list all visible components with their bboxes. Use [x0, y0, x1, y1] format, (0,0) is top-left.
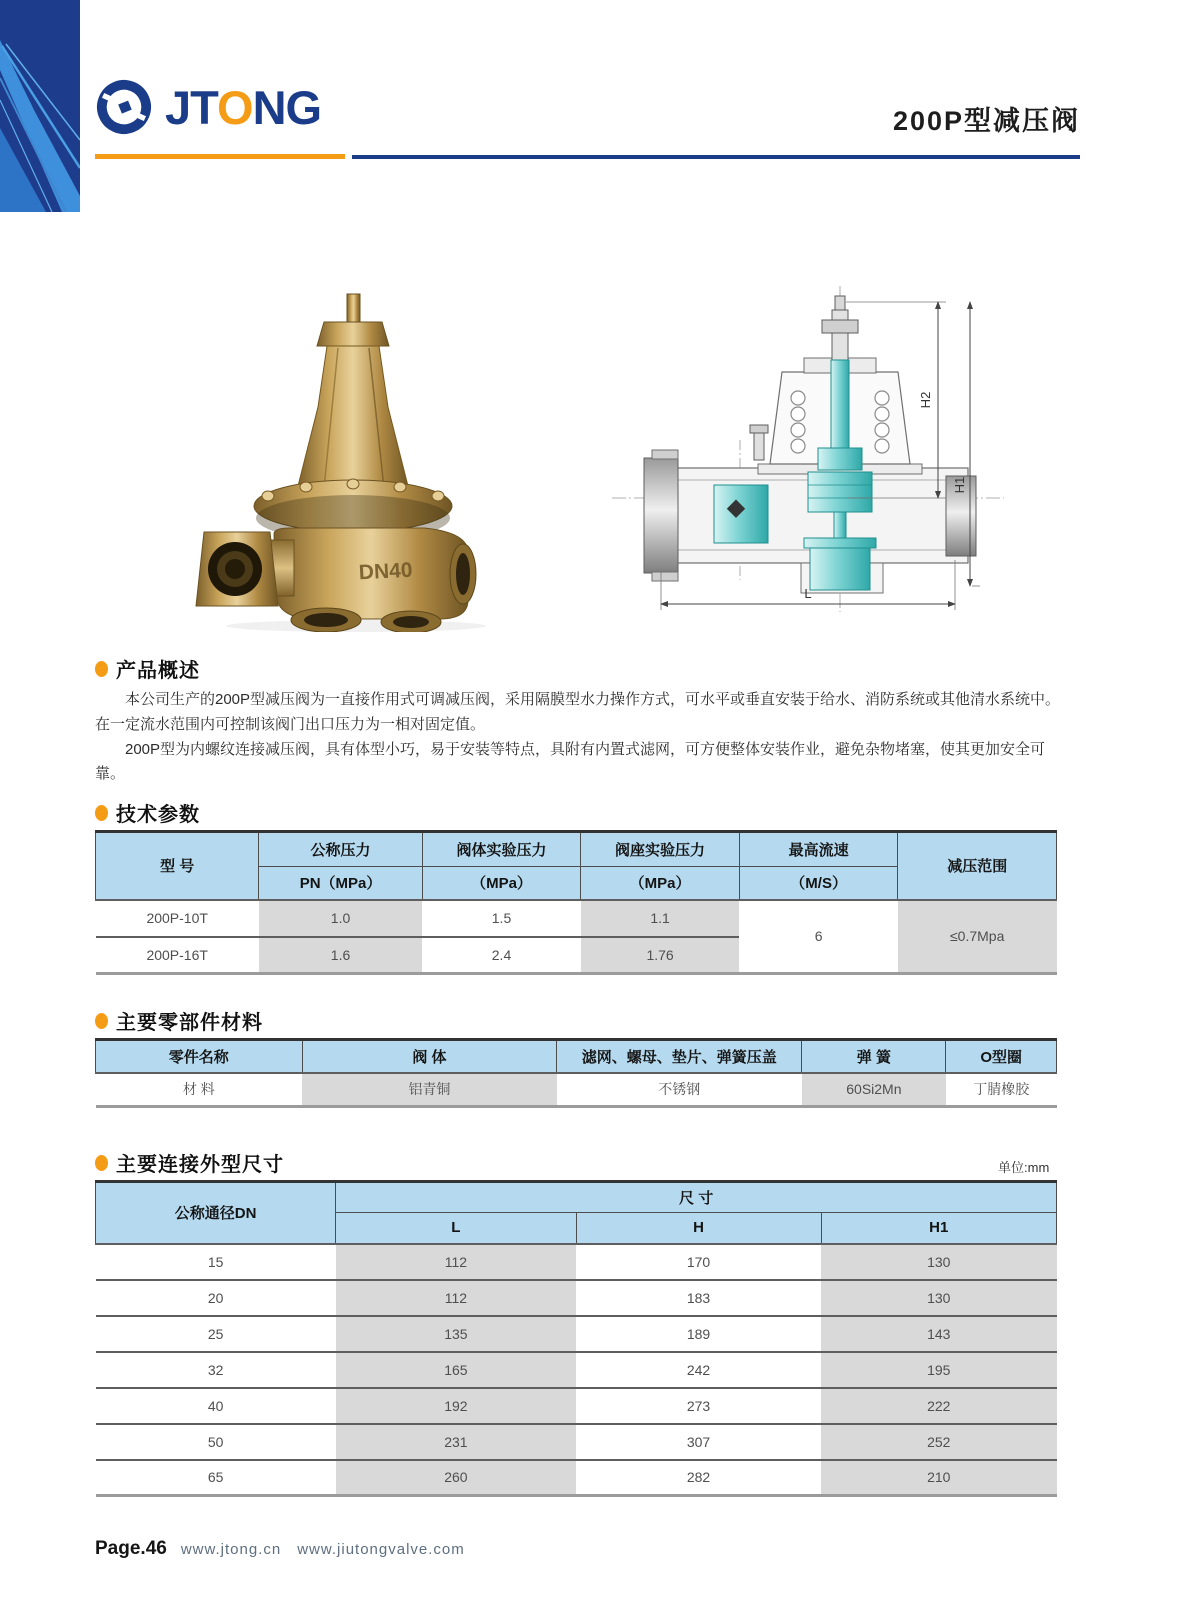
- table-cell: 222: [821, 1388, 1056, 1424]
- table-cell: 130: [821, 1244, 1056, 1280]
- header-navy-rule: [352, 155, 1080, 159]
- table-cell: 200P-16T: [96, 937, 259, 974]
- table-cell: 铝青铜: [302, 1073, 557, 1107]
- table-cell: 1.76: [581, 937, 740, 974]
- table-cell: 260: [336, 1460, 576, 1496]
- section-bullet-icon: [95, 805, 108, 821]
- table-cell: 50: [96, 1424, 336, 1460]
- section-overview-heading: [95, 654, 200, 683]
- column-header: 尺 寸: [336, 1182, 1057, 1213]
- table-cell: 60Si2Mn: [802, 1073, 946, 1107]
- table-row: [96, 1460, 1057, 1496]
- column-subheader: H1: [821, 1213, 1056, 1244]
- dimensions-table-header: [96, 1182, 1057, 1244]
- table-cell: 242: [576, 1352, 821, 1388]
- footer-url: www.jtong.cn: [180, 1541, 282, 1558]
- column-header: 最高流速: [739, 832, 898, 867]
- overview-paragraph: 本公司生产的200P型减压阀为一直接作用式可调减压阀，采用隔膜型水力操作方式，可水平或垂直安装于给水、消防系统或其他清水系统中。在一定流水范围内可控制该阀门出口压力为一相对固定值。: [95, 691, 1061, 733]
- column-header: 弹 簧: [802, 1040, 946, 1073]
- column-header: O型圈: [946, 1040, 1057, 1073]
- table-cell: 1.6: [259, 937, 422, 974]
- wordmark-pre: JT: [165, 80, 217, 134]
- brand-wordmark: [165, 80, 322, 134]
- section-dimensions-heading: [95, 1148, 284, 1177]
- corner-rays-graphic: [0, 0, 80, 212]
- footer-url: www.jiutongvalve.com: [297, 1541, 465, 1558]
- column-subheader: （MPa）: [581, 867, 740, 900]
- table-row: [96, 900, 1057, 937]
- column-header: 阀 体: [302, 1040, 557, 1073]
- table-cell: 165: [336, 1352, 576, 1388]
- valve-embossed-label: DN40: [358, 558, 414, 585]
- table-cell: 135: [336, 1316, 576, 1352]
- table-row: [96, 1316, 1057, 1352]
- table-cell: 252: [821, 1424, 1056, 1460]
- table-cell: 183: [576, 1280, 821, 1316]
- table-cell: 1.1: [581, 900, 740, 937]
- column-subheader: （M/S）: [739, 867, 898, 900]
- unit-note: 单位:mm: [998, 1160, 1050, 1175]
- table-cell: 112: [336, 1280, 576, 1316]
- table-cell: 273: [576, 1388, 821, 1424]
- section-materials-heading: [95, 1006, 263, 1035]
- section-title: 主要零部件材料: [116, 1012, 263, 1034]
- table-row: [96, 1040, 1057, 1073]
- column-header: 阀座实验压力: [581, 832, 740, 867]
- column-subheader: （MPa）: [422, 867, 581, 900]
- dim-label-h1: H1: [952, 476, 967, 494]
- header-orange-rule: [95, 154, 345, 159]
- column-header: 减压范围: [898, 832, 1057, 900]
- table-cell: 112: [336, 1244, 576, 1280]
- section-title: 产品概述: [116, 660, 200, 682]
- table-row: [96, 1182, 1057, 1213]
- table-row: [96, 1352, 1057, 1388]
- tech-params-table: [95, 830, 1057, 975]
- table-cell: 15: [96, 1244, 336, 1280]
- table-cell: 130: [821, 1280, 1056, 1316]
- table-cell: 307: [576, 1424, 821, 1460]
- table-cell: 40: [96, 1388, 336, 1424]
- section-title: 主要连接外型尺寸: [116, 1154, 284, 1176]
- table-cell: 200P-10T: [96, 900, 259, 937]
- table-cell: 6: [739, 900, 898, 974]
- product-photo: [178, 282, 526, 632]
- brand-logo: [93, 76, 321, 138]
- column-subheader: PN（MPa）: [259, 867, 422, 900]
- materials-table: [95, 1038, 1057, 1108]
- table-cell: 65: [96, 1460, 336, 1496]
- table-cell: 282: [576, 1460, 821, 1496]
- table-cell: 丁腈橡胶: [946, 1073, 1057, 1107]
- column-header: 公称通径DN: [96, 1182, 336, 1244]
- dim-label-l: L: [804, 586, 812, 601]
- wordmark-post: NG: [252, 80, 322, 134]
- table-cell: 192: [336, 1388, 576, 1424]
- column-header: 滤网、螺母、垫片、弹簧压盖: [557, 1040, 802, 1073]
- table-cell: 143: [821, 1316, 1056, 1352]
- technical-drawing: [608, 280, 1010, 620]
- table-row: [96, 1280, 1057, 1316]
- overview-body: [95, 688, 1067, 787]
- table-cell: 1.0: [259, 900, 422, 937]
- tech-table-header: [96, 832, 1057, 900]
- jtong-swirl-icon: [93, 76, 155, 138]
- table-row: [96, 832, 1057, 867]
- table-cell: 20: [96, 1280, 336, 1316]
- table-cell: 189: [576, 1316, 821, 1352]
- table-cell: 32: [96, 1352, 336, 1388]
- table-cell: 170: [576, 1244, 821, 1280]
- materials-table-header: [96, 1040, 1057, 1073]
- table-cell: 1.5: [422, 900, 581, 937]
- page-title: 200P型减压阀: [892, 106, 1080, 136]
- table-cell: 25: [96, 1316, 336, 1352]
- section-bullet-icon: [95, 1013, 108, 1029]
- wordmark-o: O: [217, 80, 253, 134]
- table-cell: ≤0.7Mpa: [898, 900, 1057, 974]
- page-footer: [95, 1538, 481, 1560]
- table-row: [96, 1388, 1057, 1424]
- column-header: 零件名称: [96, 1040, 303, 1073]
- section-bullet-icon: [95, 1155, 108, 1171]
- dim-label-h2: H2: [918, 391, 933, 409]
- column-subheader: H: [576, 1213, 821, 1244]
- table-row: [96, 1424, 1057, 1460]
- table-cell: 231: [336, 1424, 576, 1460]
- column-subheader: L: [336, 1213, 576, 1244]
- table-cell: 材 料: [96, 1073, 303, 1107]
- dimensions-table: [95, 1180, 1057, 1497]
- table-row: [96, 1244, 1057, 1280]
- table-cell: 210: [821, 1460, 1056, 1496]
- table-row: [96, 1073, 1057, 1107]
- table-cell: 195: [821, 1352, 1056, 1388]
- column-header: 公称压力: [259, 832, 422, 867]
- column-header: 阀体实验压力: [422, 832, 581, 867]
- overview-paragraph: 200P型为内螺纹连接减压阀，具有体型小巧，易于安装等特点，具附有内置式滤网，可方便整体安装作业，避免杂物堵塞，使其更加安全可靠。: [95, 740, 1046, 783]
- table-cell: 不锈钢: [557, 1073, 802, 1107]
- section-bullet-icon: [95, 661, 108, 677]
- table-cell: 2.4: [422, 937, 581, 974]
- page-number: Page.46: [95, 1538, 167, 1559]
- section-title: 技术参数: [116, 804, 200, 826]
- column-header: 型 号: [96, 832, 259, 900]
- section-tech-heading: [95, 798, 200, 827]
